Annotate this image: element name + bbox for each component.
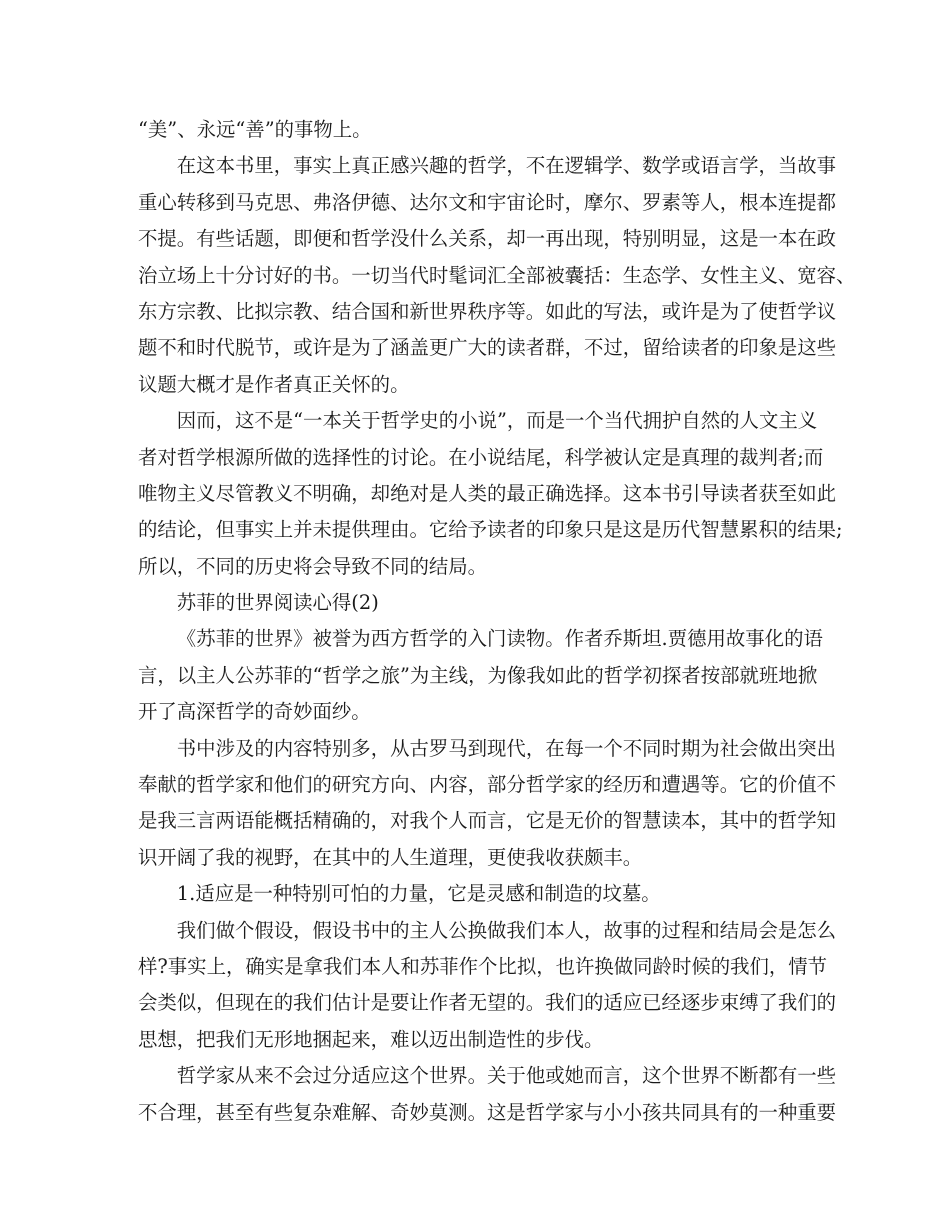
text-line: 所以，不同的历史将会导致不同的结局。 (138, 554, 488, 578)
text-line: 者对哲学根源所做的选择性的讨论。在小说结尾，科学被认定是真理的裁判者;而 (138, 445, 824, 469)
text-line: 重心转移到马克思、弗洛伊德、达尔文和宇宙论时，摩尔、罗素等人，根本连提都 (138, 190, 837, 214)
text-line: 议题大概才是作者真正关怀的。 (138, 372, 410, 396)
text-line: 治立场上十分讨好的书。一切当代时髦词汇全部被囊括：生态学、女性主义、宽容、 (138, 263, 856, 287)
text-line: 识开阔了我的视野，在其中的人生道理，更使我收获颇丰。 (138, 845, 643, 869)
paragraph-philosophers (138, 1058, 837, 1131)
text-line: 开了高深哲学的奇妙面纱。 (138, 700, 371, 724)
paragraph-topics-critique (138, 148, 856, 403)
text-line: 的结论，但事实上并未提供理由。它给予读者的印象只是这是历代智慧累积的结果; (138, 518, 843, 542)
text-line: 是我三言两语能概括精确的，对我个人而言，它是无价的智慧读本，其中的哲学知 (138, 809, 837, 833)
document-body (138, 112, 856, 1131)
text-line: 在这本书里，事实上真正感兴趣的哲学，不在逻辑学、数学或语言学，当故事 (176, 154, 837, 178)
text-line: 题不和时代脱节，或许是为了涵盖更广大的读者群，不过，留给读者的印象是这些 (138, 336, 837, 360)
text-line: 思想，把我们无形地捆起来，难以迈出制造性的步伐。 (138, 1027, 604, 1051)
paragraph-intro (138, 621, 823, 730)
text-line: 不合理，甚至有些复杂难解、奇妙莫测。这是哲学家与小小孩共同具有的一种重要 (138, 1100, 837, 1124)
text-line: 会类似，但现在的我们估计是要让作者无望的。我们的适应已经逐步束缚了我们的 (138, 991, 837, 1015)
text-line: 东方宗教、比拟宗教、结合国和新世界秩序等。如此的写法，或许是为了使哲学议 (138, 299, 837, 323)
text-line: 奉献的哲学家和他们的研究方向、内容，部分哲学家的经历和遭遇等。它的价值不 (138, 773, 837, 797)
paragraph-content-value (138, 731, 837, 877)
text-line: 我们做个假设，假设书中的主人公换做我们本人，故事的过程和结局会是怎么 (176, 918, 837, 942)
section-heading (138, 585, 818, 621)
paragraph-hypothesis (138, 913, 837, 1059)
text-line: 《苏菲的世界》被誉为西方哲学的入门读物。作者乔斯坦.贾德用故事化的语 (176, 627, 823, 651)
text-line: 不提。有些话题，即便和哲学没什么关系，却一再出现，特别明显，这是一本在政 (138, 227, 837, 251)
text-line: 书中涉及的内容特别多，从古罗马到现代，在每一个不同时期为社会做出突出 (176, 736, 837, 760)
text-line: 样?事实上，确实是拿我们本人和苏菲作个比拟，也许换做同龄时候的我们，情节 (138, 954, 828, 978)
text-line: 言，以主人公苏菲的“哲学之旅”为主线，为像我如此的哲学初探者按部就班地掀 (138, 663, 818, 687)
paragraph-continuation (138, 112, 818, 148)
numbered-point (138, 876, 818, 912)
section-title: 苏菲的世界阅读心得(2) (176, 591, 379, 615)
point-title: 1.适应是一种特别可怕的力量，它是灵感和制造的坟墓。 (176, 882, 661, 906)
paragraph-conclusion (138, 403, 843, 585)
text-line: 因而，这不是“一本关于哲学史的小说”，而是一个当代拥护自然的人文主义 (176, 409, 818, 433)
text-line: 哲学家从来不会过分适应这个世界。关于他或她而言，这个世界不断都有一些 (176, 1064, 837, 1088)
text-line: 唯物主义尽管教义不明确，却绝对是人类的最正确选择。这本书引导读者获至如此 (138, 481, 837, 505)
text-line: “美”、永远“善”的事物上。 (138, 118, 372, 141)
